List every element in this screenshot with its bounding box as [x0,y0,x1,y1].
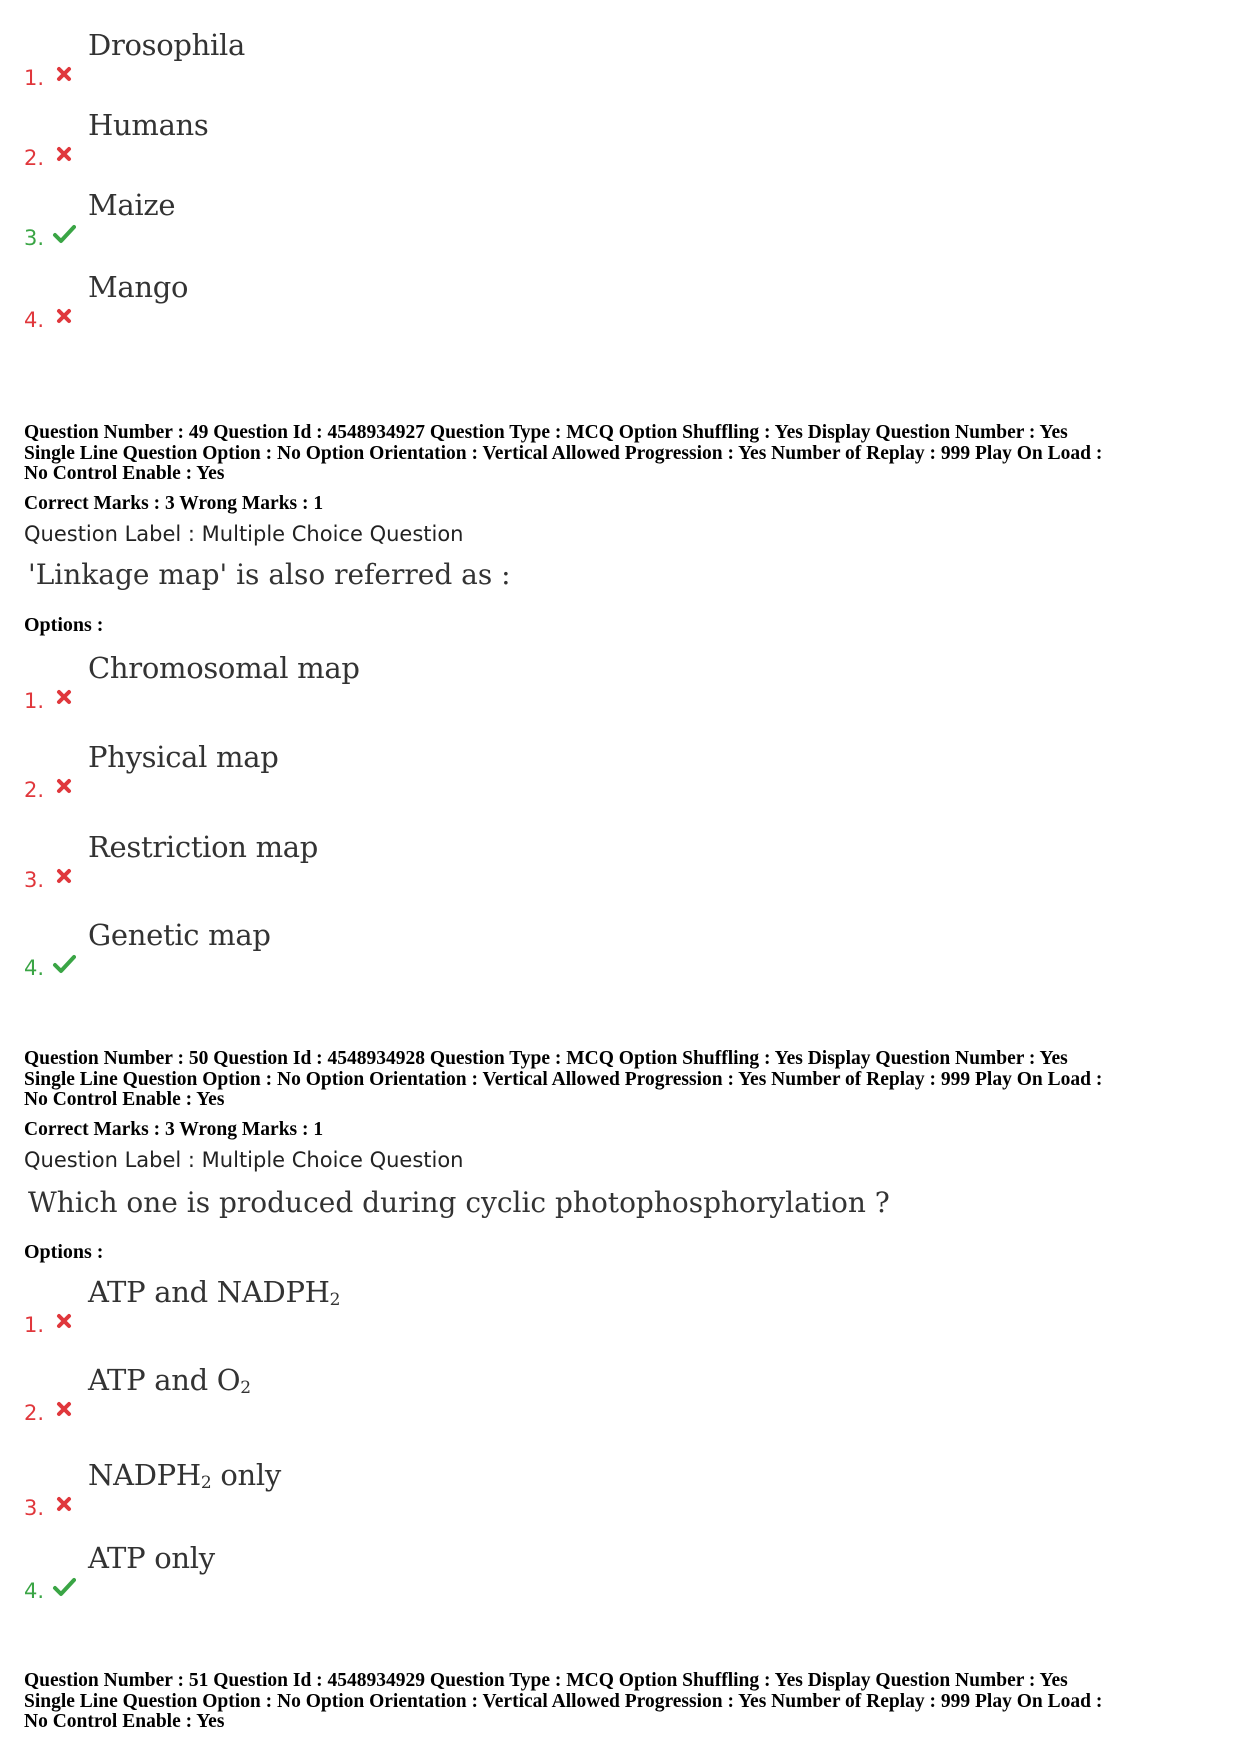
metadata-line: Question Number : 51 Question Id : 4548934929 Question Type : MCQ Option Shuffling : Yes Display Question Number : Yes [24,1670,1068,1691]
option-text: Drosophila [88,28,245,62]
metadata-line: Question Number : 49 Question Id : 4548934927 Question Type : MCQ Option Shuffling : Yes Display Question Number : Yes [24,422,1068,443]
marks-info: Correct Marks : 3 Wrong Marks : 1 [24,1119,324,1140]
option-4 [0,270,1240,340]
question-metadata [24,423,1224,485]
option-number: 3. [24,868,45,892]
cross-icon [52,144,76,164]
option-text: Restriction map [88,830,319,864]
option-text: Maize [88,188,176,222]
option-3 [0,188,1240,258]
option-text: Genetic map [88,918,271,952]
cross-icon [52,306,76,326]
metadata-line: Single Line Question Option : No Option Orientation : Vertical Allowed Progression : Yes Number of Replay : 999 Play On Load : [24,1068,1103,1090]
option-text: ATP only [88,1541,215,1575]
cross-icon [52,866,76,886]
metadata-line: No Control Enable : Yes [24,1089,225,1110]
option-number: 1. [24,66,45,90]
check-icon [52,224,76,244]
option-number: 1. [24,689,45,713]
option-number: 4. [24,1579,45,1603]
option-number: 4. [24,308,45,332]
option-3 [0,830,1240,900]
option-2 [0,108,1240,178]
option-text: Physical map [88,740,279,774]
question-text: 'Linkage map' is also referred as : [28,558,511,591]
question-metadata [24,1671,1224,1733]
option-text: Mango [88,270,189,304]
option-text: ATP and $NADPH_2$ [88,1275,341,1310]
question-text: Which one is produced during cyclic photophosphorylation ? [28,1186,890,1219]
metadata-line: Single Line Question Option : No Option Orientation : Vertical Allowed Progression : Yes Number of Replay : 999 Play On Load : [24,442,1103,464]
option-4 [0,1541,1240,1611]
question-label: Question Label : Multiple Choice Question [24,1148,464,1172]
option-text: ATP and $O_2$ [88,1363,251,1398]
options-label: Options : [24,614,104,636]
cross-icon [52,776,76,796]
option-1 [0,651,1240,721]
cross-icon [52,1311,76,1331]
option-4 [0,918,1240,988]
option-text: Humans [88,108,209,142]
option-number: 2. [24,146,45,170]
question-label: Question Label : Multiple Choice Question [24,522,464,546]
option-2 [0,1363,1240,1433]
check-icon [52,1577,76,1597]
option-number: 2. [24,1401,45,1425]
option-3 [0,1458,1240,1528]
metadata-line: Single Line Question Option : No Option Orientation : Vertical Allowed Progression : Yes Number of Replay : 999 Play On Load : [24,1690,1103,1712]
marks-info: Correct Marks : 3 Wrong Marks : 1 [24,493,324,514]
option-text: Chromosomal map [88,651,360,685]
metadata-line: Question Number : 50 Question Id : 4548934928 Question Type : MCQ Option Shuffling : Yes Display Question Number : Yes [24,1048,1068,1069]
option-number: 2. [24,778,45,802]
options-label: Options : [24,1241,104,1263]
option-2 [0,740,1240,810]
cross-icon [52,1494,76,1514]
cross-icon [52,687,76,707]
option-number: 3. [24,1496,45,1520]
metadata-line: No Control Enable : Yes [24,463,225,484]
option-1 [0,1275,1240,1345]
option-1 [0,28,1240,98]
check-icon [52,954,76,974]
option-text: $NADPH_2$ only [88,1458,281,1493]
option-number: 3. [24,226,45,250]
cross-icon [52,1399,76,1419]
option-number: 4. [24,956,45,980]
cross-icon [52,64,76,84]
question-metadata [24,1049,1224,1111]
metadata-line: No Control Enable : Yes [24,1711,225,1732]
option-number: 1. [24,1313,45,1337]
